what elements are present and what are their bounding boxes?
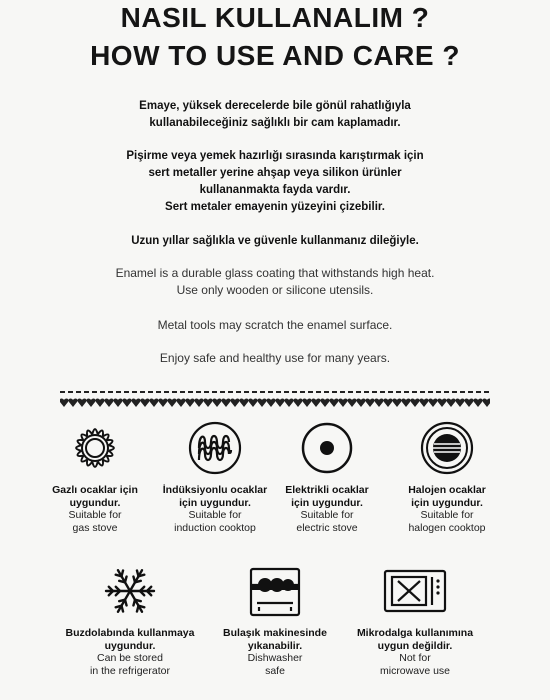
title-turkish: NASIL KULLANALIM ?	[120, 2, 430, 33]
snowflake-branch	[116, 606, 122, 608]
divider-heart	[329, 399, 338, 407]
divider-dash	[68, 391, 73, 393]
divider-dash	[212, 391, 217, 393]
turkish-paragraph-3	[40, 233, 510, 250]
text-line: Enamel is a durable glass coating that withstands high heat.	[115, 266, 435, 280]
text-line: kullanabileceğiniz sağlıklı bir cam kaplamadır.	[149, 117, 401, 129]
divider-heart	[167, 399, 176, 407]
divider-heart	[149, 399, 158, 407]
divider-dash	[268, 391, 273, 393]
divider-dash	[124, 391, 129, 393]
divider-dash	[196, 391, 201, 393]
flame-petal	[109, 445, 114, 450]
induction-coil-icon	[187, 420, 243, 476]
caption-en: microwave use	[379, 664, 451, 677]
caption-en: Suitable for	[300, 509, 354, 521]
divider-heart	[140, 399, 149, 407]
text-line: Use only wooden or silicone utensils.	[176, 283, 374, 297]
divider-dash	[84, 391, 89, 393]
divider-heart	[311, 399, 320, 407]
divider-dash	[164, 391, 169, 393]
divider-dash	[444, 391, 449, 393]
divider-heart	[464, 399, 473, 407]
text-line: Sert metaler emayenin yüzeyini çizebilir.	[165, 201, 385, 213]
divider-heart	[446, 399, 455, 407]
divider-dash	[332, 391, 337, 393]
divider-dash	[316, 391, 321, 393]
text-line: sert metaller yerine ahşap veya silikon ürünler	[148, 167, 402, 179]
divider-heart	[383, 399, 392, 407]
divider-dash	[108, 391, 113, 393]
divider-dash	[372, 391, 377, 393]
divider-dash	[236, 391, 241, 393]
english-paragraph-1	[40, 265, 510, 299]
divider-dash	[452, 391, 457, 393]
divider-dash	[172, 391, 177, 393]
divider-dash	[156, 391, 161, 393]
gas-burner-icon	[67, 420, 123, 476]
flame-petal	[76, 445, 81, 450]
divider-heart	[230, 399, 239, 407]
divider-dash	[380, 391, 385, 393]
caption-tr: için uygundur.	[411, 496, 483, 509]
snowflake-branch	[133, 600, 135, 606]
electric-hob-icon	[299, 420, 355, 476]
divider-dash	[420, 391, 425, 393]
divider-dash	[188, 391, 193, 393]
divider-heart	[221, 399, 230, 407]
divider-dash	[260, 391, 265, 393]
divider-heart	[104, 399, 113, 407]
decorative-divider	[60, 388, 490, 412]
caption-tr: uygun değildir.	[377, 639, 453, 652]
caption-tr: Buzdolabında kullanmaya	[65, 627, 195, 639]
divider-dash	[436, 391, 441, 393]
divider-heart	[374, 399, 383, 407]
divider-heart	[401, 399, 410, 407]
divider-dash	[356, 391, 361, 393]
caption-tr: Elektrikli ocaklar	[285, 484, 369, 496]
divider-heart	[176, 399, 185, 407]
divider-heart	[455, 399, 464, 407]
icon-cell-induction	[160, 420, 270, 534]
caption-tr: Bulaşık makinesinde	[223, 627, 327, 639]
divider-heart	[275, 399, 284, 407]
divider-dash	[340, 391, 345, 393]
caption-tr: Halojen ocaklar	[408, 484, 486, 496]
divider-dash	[292, 391, 297, 393]
divider-dash	[276, 391, 281, 393]
divider-heart	[347, 399, 356, 407]
caption-en: gas stove	[72, 521, 118, 534]
icon-cell-halogen	[392, 420, 502, 534]
divider-heart	[248, 399, 257, 407]
divider-heart	[203, 399, 212, 407]
divider-heart	[365, 399, 374, 407]
english-paragraph-3	[40, 350, 510, 367]
divider-dash	[364, 391, 369, 393]
divider-heart	[68, 399, 77, 407]
dishwasher-icon	[245, 563, 305, 619]
caption-en: Dishwasher	[247, 652, 303, 664]
icon-cell-electric	[272, 420, 382, 534]
divider-heart	[86, 399, 95, 407]
divider-dash	[220, 391, 225, 393]
divider-heart	[158, 399, 167, 407]
divider-dash	[460, 391, 465, 393]
divider-dash	[132, 391, 137, 393]
divider-dash	[388, 391, 393, 393]
snowflake-branch	[119, 600, 125, 602]
divider-dash	[284, 391, 289, 393]
divider-heart	[257, 399, 266, 407]
halogen-hob-icon	[419, 420, 475, 476]
snowflake-branch	[137, 606, 139, 612]
caption-tr: uygundur.	[69, 496, 121, 509]
divider-heart	[266, 399, 275, 407]
text-line: Enjoy safe and healthy use for many years.	[159, 351, 391, 365]
caption-en: Suitable for	[420, 509, 474, 521]
divider-dash	[476, 391, 481, 393]
caption-tr: Gazlı ocaklar için	[52, 484, 138, 496]
divider-heart	[302, 399, 311, 407]
divider-heart	[95, 399, 104, 407]
divider-dash	[468, 391, 473, 393]
caption-tr: için uygundur.	[291, 496, 363, 509]
divider-dash	[92, 391, 97, 393]
divider-dash	[412, 391, 417, 393]
divider-dash	[228, 391, 233, 393]
caption-tr: uygundur.	[104, 639, 156, 652]
text-line: Pişirme veya yemek hazırlığı sırasında karıştırmak için	[126, 150, 424, 162]
divider-dash	[60, 391, 65, 393]
divider-dash	[244, 391, 249, 393]
no-microwave-icon	[382, 563, 448, 619]
snowflake-branch	[139, 575, 145, 577]
text-line: kullananmakta fayda vardır.	[199, 184, 351, 196]
divider-heart	[60, 399, 69, 407]
divider-heart	[320, 399, 329, 407]
flame-petal	[92, 462, 97, 467]
divider-heart	[482, 399, 490, 407]
divider-dash	[404, 391, 409, 393]
caption-en: electric stove	[296, 521, 358, 534]
title-english: HOW TO USE AND CARE ?	[90, 40, 460, 71]
icon-cell-fridge	[55, 563, 205, 677]
divider-dash	[100, 391, 105, 393]
caption-en: in the refrigerator	[90, 664, 170, 677]
divider-dash	[300, 391, 305, 393]
divider-dash	[76, 391, 81, 393]
divider-heart	[131, 399, 140, 407]
icon-cell-gas	[40, 420, 150, 534]
divider-heart	[113, 399, 122, 407]
caption-en: induction cooktop	[174, 521, 256, 534]
caption-en: Can be stored	[97, 652, 163, 664]
divider-heart	[419, 399, 428, 407]
divider-heart	[212, 399, 221, 407]
divider-heart	[473, 399, 482, 407]
text-line: Emaye, yüksek derecelerde bile gönül rahatlığıyla	[139, 100, 411, 112]
divider-heart	[194, 399, 203, 407]
divider-heart	[293, 399, 302, 407]
caption-tr: Mikrodalga kullanımına	[356, 627, 474, 639]
divider-heart	[356, 399, 365, 407]
flame-petal	[92, 429, 97, 434]
icon-cell-dishwasher	[215, 563, 335, 677]
caption-tr: İndüksiyonlu ocaklar	[162, 484, 268, 496]
divider-heart	[239, 399, 248, 407]
text-line: Uzun yıllar sağlıkla ve güvenle kullanmanız dileğiyle.	[131, 235, 419, 247]
caption-en: halogen cooktop	[408, 521, 486, 534]
divider-dash	[148, 391, 153, 393]
turkish-paragraph-2	[40, 148, 510, 216]
divider-heart	[77, 399, 86, 407]
divider-dash	[252, 391, 257, 393]
divider-dash	[484, 391, 489, 393]
divider-heart	[185, 399, 194, 407]
snowflake-branch	[125, 577, 127, 583]
snowflake-branch	[122, 570, 124, 576]
divider-dash	[116, 391, 121, 393]
divider-dash	[396, 391, 401, 393]
divider-heart	[428, 399, 437, 407]
caption-en: safe	[265, 664, 285, 677]
caption-tr: yıkanabilir.	[247, 639, 303, 652]
divider-heart	[437, 399, 446, 407]
divider-heart	[284, 399, 293, 407]
english-paragraph-2	[40, 317, 510, 334]
divider-dash	[324, 391, 329, 393]
divider-heart	[392, 399, 401, 407]
caption-en: Suitable for	[68, 509, 122, 521]
divider-dash	[180, 391, 185, 393]
divider-dash	[308, 391, 313, 393]
caption-en: Not for	[399, 652, 431, 664]
turkish-paragraph-1	[40, 98, 510, 132]
divider-dash	[140, 391, 145, 393]
divider-dash	[428, 391, 433, 393]
snowflake-branch	[135, 581, 141, 583]
divider-heart	[122, 399, 131, 407]
divider-heart	[410, 399, 419, 407]
text-line: Metal tools may scratch the enamel surface.	[157, 318, 393, 332]
snowflake-icon	[102, 563, 158, 619]
caption-tr: için uygundur.	[179, 496, 251, 509]
divider-dash	[204, 391, 209, 393]
divider-heart	[338, 399, 347, 407]
icon-cell-microwave	[345, 563, 485, 677]
caption-en: Suitable for	[188, 509, 242, 521]
divider-dash	[348, 391, 353, 393]
